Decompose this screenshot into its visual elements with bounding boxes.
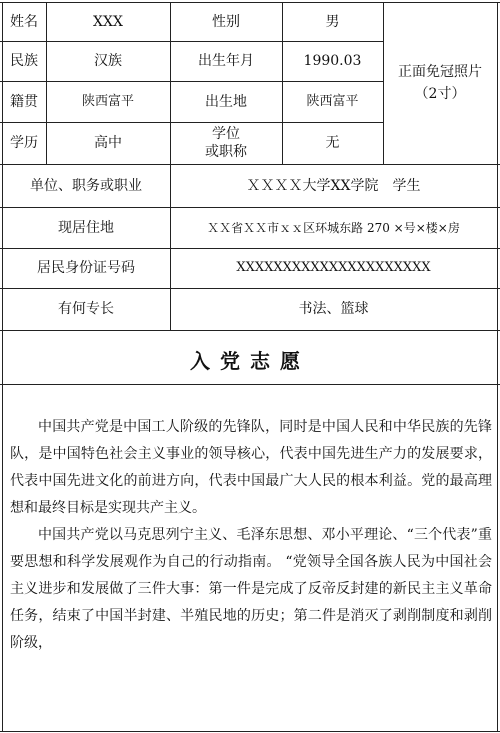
table-line [0, 731, 500, 732]
native-place-value: 陕西富平 [81, 93, 134, 109]
birth-date-label: 出生年月 [198, 53, 254, 69]
gender-label: 性别 [212, 13, 240, 30]
native-place-label: 籍贯 [10, 93, 38, 110]
paragraph-1: 中国共产党是中国工人阶级的先锋队，同时是中国人民和中华民族的先锋队，是中国特色社会主义事业的领导核心，代表中国先进生产力的发展要求，代表中国先进文化的前进方向，代表中国最广大人民的根本利益。党的最高理想和最终目标是实现共产主义。 [10, 419, 492, 516]
education-label: 学历 [10, 135, 38, 151]
paragraph-2: 中国共产党以马克思列宁主义、毛泽东思想、邓小平理论、“三个代表”重要思想和科学发展观作为自己的行动指南。 “党领导全国各族人民为中国社会主义进步和发展做了三件大事：第一件是完成了反帝反封建的新民主主义革命任务，结束了中国半封建、半殖民地的历史；第二件是消灭了剥削制度和剥削阶级， [10, 527, 492, 651]
table-line [0, 384, 500, 385]
application-title: 入党志愿 [190, 348, 310, 373]
id-number-label: 居民身份证号码 [37, 260, 135, 276]
skills-value: 书法、篮球 [298, 301, 369, 317]
birth-date-value: 1990.03 [303, 53, 362, 69]
address-value: ＸＸ省ＸＸ市ｘｘ区环城东路 270 ×号×楼×房 [207, 220, 460, 235]
address-label: 现居住地 [58, 219, 114, 236]
ethnic-label: 民族 [10, 53, 38, 69]
skills-label: 有何专长 [58, 301, 114, 317]
photo-placeholder: 正面免冠照片 （2寸） [398, 64, 482, 102]
table-line [0, 330, 500, 331]
id-number-value: XXXXXXXXXXXXXXXXXXXXX [236, 260, 431, 275]
education-value: 高中 [94, 135, 122, 151]
name-value: XXX [93, 13, 123, 30]
gender-value: 男 [325, 13, 340, 30]
birthplace-value: 陕西富平 [306, 93, 359, 109]
birthplace-label: 出生地 [205, 93, 247, 110]
application-body [10, 414, 492, 657]
ethnic-value: 汉族 [94, 53, 122, 69]
unit-value: ＸＸＸＸ大学XX学院 学生 [246, 177, 421, 194]
unit-label: 单位、职务或职业 [30, 177, 142, 194]
degree-value: 无 [325, 135, 340, 151]
name-label: 姓名 [10, 13, 38, 30]
degree-label: 学位 或职称 [205, 126, 247, 160]
